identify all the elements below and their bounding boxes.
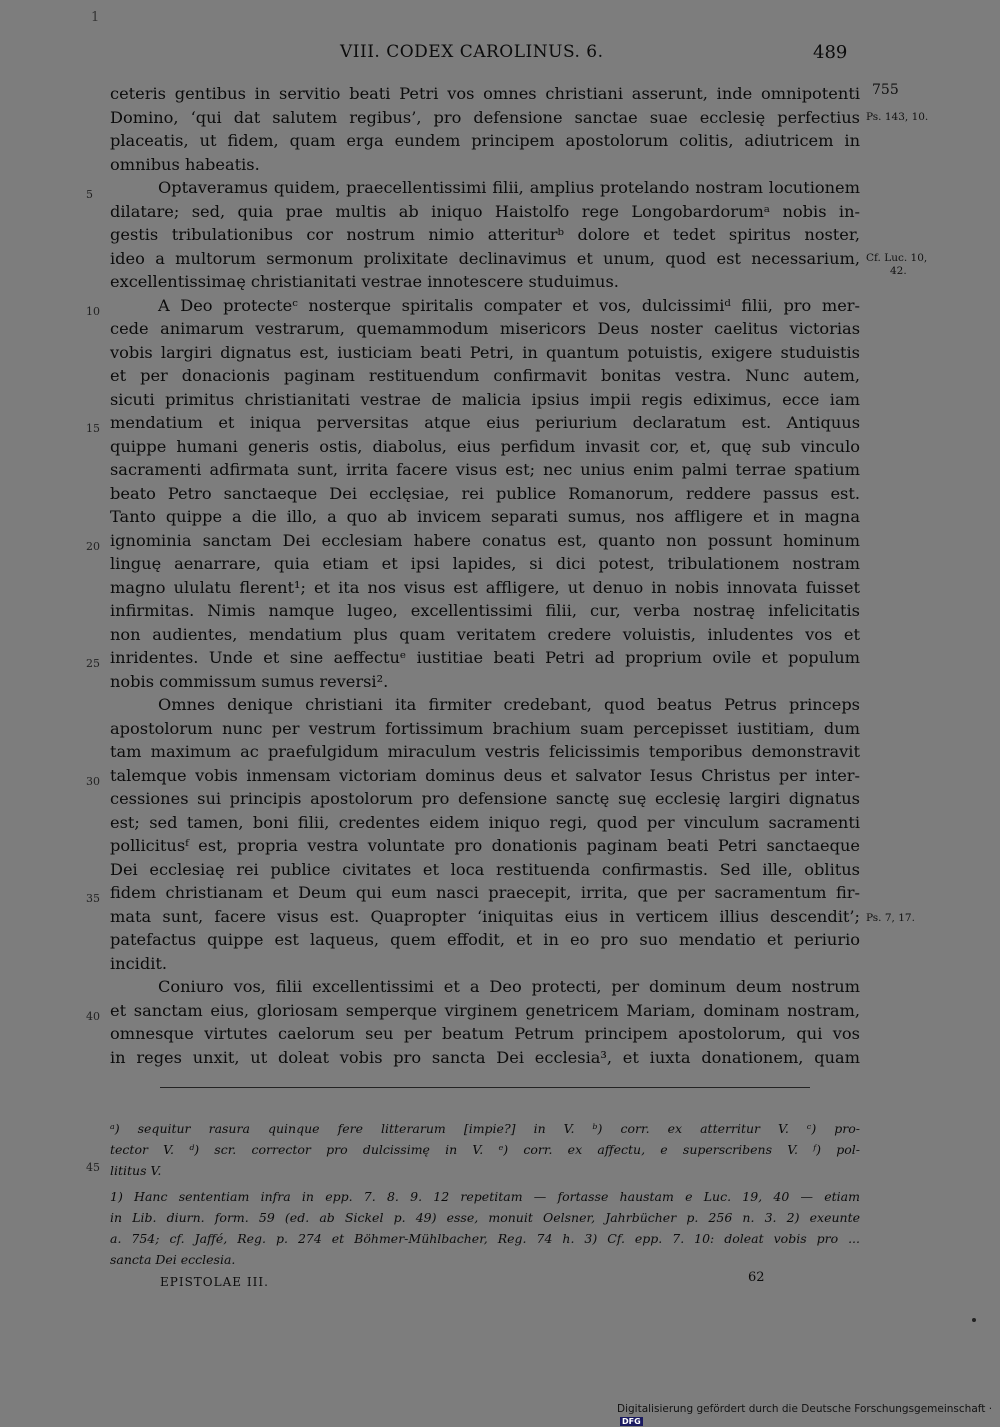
text-line: A Deo protecteᶜ nosterque spiritalis compater et vos, dulcissimiᵈ filii, pro mer- [158, 295, 860, 315]
text-line: non audientes, mendatium plus quam veritatem credere voluistis, inludentes vos et [110, 624, 860, 644]
text-line: excellentissimaę christianitati vestrae innotescere studuimus. [110, 272, 619, 291]
text-line: vobis largiri dignatus est, iusticiam beati Petri, in quantum potuistis, exigere studuistis [110, 342, 860, 362]
text-line: Dei ecclesiaę rei publice civitates et loca restituenda confirmastis. Sed ille, oblitus [110, 859, 860, 879]
text-line: patefactus quippe est laqueus, quem effodit, et in eo pro suo mendatio et periurio [110, 930, 860, 949]
margin-year: 755 [872, 82, 899, 98]
line-number: 15 [86, 422, 100, 435]
footnote-line: 1) Hanc sententiam infra in epp. 7. 8. 9. 12 repetitam — fortasse haustam e Luc. 19, 40 — etiam [110, 1189, 860, 1204]
text-line: inridentes. Unde et sine aeffectuᵉ iustitiae beati Petri ad proprium ovile et populum [110, 648, 860, 667]
text-line: mendatium et iniqua perversitas atque eius periurium declaratum est. Antiquus [110, 413, 860, 432]
text-line: ideo a multorum sermonum prolixitate declinavimus et unum, quod est necessarium, [110, 248, 860, 268]
signature-mark: EPISTOLAE III. [160, 1275, 269, 1289]
apparatus-notes [110, 1118, 860, 1181]
line-number: 30 [86, 775, 100, 788]
text-line: magno ululatu flerent¹; et ita nos visus est affligere, ut denuo in nobis innovata fuisset [110, 577, 860, 597]
text-line: beato Petro sanctaeque Dei ecclęsiae, rei publice Romanorum, reddere passus est. [110, 483, 860, 503]
margin-reference: 42. [890, 265, 907, 277]
line-number: 25 [86, 657, 100, 670]
apparatus-line: ᵃ) sequitur rasura quinque fere litterarum [impie?] in V. ᵇ) corr. ex atterritur V. ᶜ) pro- [110, 1121, 860, 1136]
text-line: ignominia sanctam Dei ecclesiam habere conatus est, quanto non possunt hominum [110, 530, 860, 550]
line-number: 45 [86, 1161, 100, 1174]
text-line: gestis tribulationibus cor nostrum nimio atteriturᵇ dolore et tedet spiritus noster, [110, 225, 860, 244]
text-line: in reges unxit, ut doleat vobis pro sancta Dei ecclesia³, et iuxta donationem, quam [110, 1047, 860, 1067]
text-line: talemque vobis inmensam victoriam dominus deus et salvator Iesus Christus per inter- [110, 765, 860, 785]
text-line: et per donacionis paginam restituendum confirmavit bonitas vestra. Nunc autem, [110, 366, 860, 385]
line-number: 10 [86, 305, 100, 318]
text-line: omnibus habeatis. [110, 154, 260, 174]
text-line: linguę aenarrare, quia etiam et ipsi lapides, si dici potest, tribulationem nostram [110, 554, 860, 573]
line-number: 40 [86, 1010, 100, 1023]
text-line: omnesque virtutes caelorum seu per beatum Petrum principem apostolorum, qui vos [110, 1024, 860, 1043]
footnote-line: sancta Dei ecclesia. [110, 1252, 236, 1267]
text-line: Domino, ‘qui dat salutem regibus’, pro defensione sanctae suae ecclesię perfectius [110, 107, 860, 127]
margin-reference: Ps. 143, 10. [866, 111, 929, 123]
main-text [110, 82, 860, 1069]
text-line: fidem christianam et Deum qui eum nasci praecepit, irrita, que per sacramentum fir- [110, 883, 860, 902]
margin-reference: Ps. 7, 17. [866, 912, 915, 924]
footnote-line: a. 754; cf. Jaffé, Reg. p. 274 et Böhmer-Mühlbacher, Reg. 74 h. 3) Cf. epp. 7. 10: doleat vobis pro ... [110, 1231, 860, 1246]
text-line: incidit. [110, 953, 168, 973]
text-line: dilatare; sed, quia prae multis ab iniquo Haistolfo rege Longobardorumᵃ nobis in- [110, 201, 860, 221]
line-number: 35 [86, 892, 100, 905]
footnotes [110, 1186, 860, 1270]
text-line: infirmitas. Nimis namque lugeo, excellentissimi filii, cur, verba nostraę infelicitatis [110, 601, 860, 620]
text-line: tam maximum ac praefulgidum miraculum vestris felicissimis temporibus demonstravit [110, 742, 860, 761]
text-line: est; sed tamen, boni filii, credentes eidem iniquo regi, quod per vinculum sacramenti [110, 812, 860, 832]
text-line: quippe humani generis ostis, diabolus, eius perfidum invasit cor, et, quę sub vinculo [110, 436, 860, 456]
text-line: pollicitusᶠ est, propria vestra voluntate pro donationis paginam beati Petri sanctaeque [110, 836, 860, 855]
sheet-number: 62 [748, 1270, 765, 1285]
text-line: cede animarum vestrarum, quemammodum misericors Deus noster caelitus victorias [110, 319, 860, 338]
text-line: cessiones sui principis apostolorum pro defensione sanctę suę ecclesię largiri dignatus [110, 789, 860, 808]
text-line: sicuti primitus christianitati vestrae de malicia ipsius impii regis ediximus, ecce iam [110, 389, 860, 409]
corner-mark: 1 [91, 10, 100, 25]
dot-mark [972, 1318, 976, 1322]
text-line: Tanto quippe a die illo, a quo ab invicem separati sumus, nos affligere et in magna [110, 507, 860, 526]
text-line: ceteris gentibus in servitio beati Petri vos omnes christiani asserunt, inde omnipotenti [110, 84, 860, 103]
text-line: mata sunt, facere visus est. Quapropter ‘iniquitas eius in verticem illius descendit’; [110, 906, 860, 926]
text-line: sacramenti adfirmata sunt, irrita facere visus est; nec unius enim palmi terrae spatium [110, 460, 860, 479]
text-line: Optaveramus quidem, praecellentissimi filii, amplius protelando nostram locutionem [158, 178, 860, 197]
text-line: Coniuro vos, filii excellentissimi et a Deo protecti, per dominum deum nostrum [158, 977, 860, 996]
footnote-line: in Lib. diurn. form. 59 (ed. ab Sickel p. 49) esse, monuit Oelsner, Jahrbücher p. 256 n. 3. 2) exeunte [110, 1210, 860, 1225]
footnote-rule [160, 1087, 810, 1088]
text-line: placeatis, ut fidem, quam erga eundem principem apostolorum colitis, adiutricem in [110, 131, 860, 150]
running-header: VIII. CODEX CAROLINUS. 6. [340, 42, 604, 62]
text-line: nobis commissum sumus reversi². [110, 671, 389, 691]
line-number: 5 [86, 188, 93, 201]
margin-reference: Cf. Luc. 10, [866, 252, 928, 264]
text-line: apostolorum nunc per vestrum fortissimum brachium suam percepisset iustitiam, dum [110, 718, 860, 738]
line-number: 20 [86, 540, 100, 553]
text-line: Omnes denique christiani ita firmiter credebant, quod beatus Petrus princeps [158, 695, 860, 714]
funding-credit-text: Digitalisierung gefördert durch die Deutsche Forschungsgemeinschaft · [617, 1403, 993, 1415]
funding-credit[interactable] [617, 1403, 1000, 1427]
text-line: et sanctam eius, gloriosam semperque virginem genetricem Mariam, dominam nostram, [110, 1000, 860, 1020]
apparatus-line: lititus V. [110, 1163, 162, 1178]
page-number: 489 [813, 42, 848, 63]
dfg-logo: DFG [622, 1417, 641, 1426]
apparatus-line: tector V. ᵈ) scr. corrector pro dulcissimę in V. ᵉ) corr. ex affectu, e superscribens V. ᶠ) pol- [110, 1142, 860, 1157]
